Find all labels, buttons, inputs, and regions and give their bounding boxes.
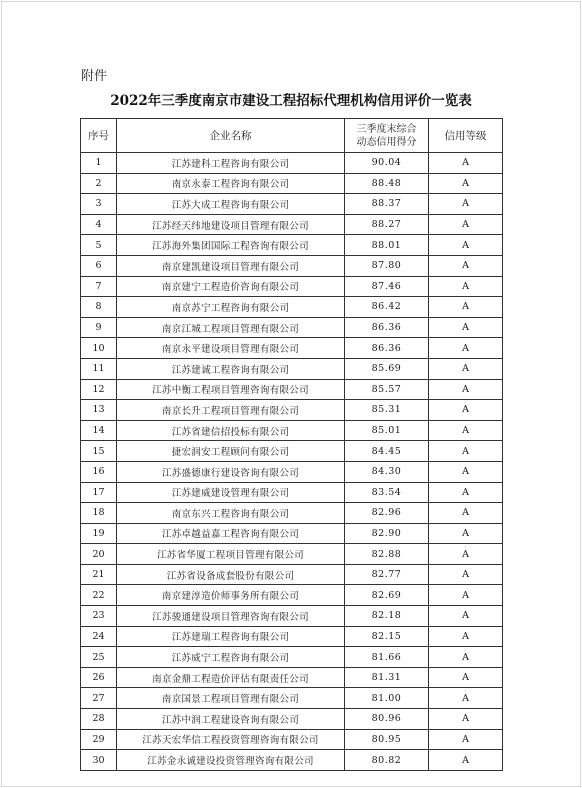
header-no: 序号 [81, 119, 117, 153]
cell-company: 南京建凯建设项目管理有限公司 [117, 255, 345, 276]
cell-company: 南京永平建设项目管理有限公司 [117, 338, 345, 359]
cell-company: 江苏建瑞工程咨询有限公司 [117, 626, 345, 647]
cell-score: 86.42 [345, 297, 429, 318]
cell-no: 11 [81, 358, 117, 379]
table-row [81, 750, 503, 771]
cell-score: 86.36 [345, 317, 429, 338]
attachment-label: 附件 [81, 69, 108, 84]
cell-grade: A [429, 523, 503, 544]
cell-score: 90.04 [345, 153, 429, 174]
header-company: 企业名称 [117, 119, 345, 153]
table-row [81, 729, 503, 750]
cell-score: 85.57 [345, 379, 429, 400]
table-row [81, 647, 503, 668]
cell-score: 82.96 [345, 503, 429, 524]
table-row [81, 688, 503, 709]
cell-no: 12 [81, 379, 117, 400]
cell-no: 29 [81, 729, 117, 750]
cell-no: 6 [81, 255, 117, 276]
document-title: 2022年三季度南京市建设工程招标代理机构信用评价一览表 [110, 93, 472, 109]
cell-company: 南京江城工程项目管理有限公司 [117, 317, 345, 338]
table-row [81, 255, 503, 276]
cell-no: 25 [81, 647, 117, 668]
table-row [81, 379, 503, 400]
cell-company: 南京国景工程项目管理有限公司 [117, 688, 345, 709]
table-row [81, 400, 503, 421]
cell-no: 1 [81, 153, 117, 174]
credit-rating-table [80, 118, 503, 771]
table-row [81, 276, 503, 297]
cell-grade: A [429, 544, 503, 565]
cell-grade: A [429, 255, 503, 276]
cell-company: 南京建宁工程造价咨询有限公司 [117, 276, 345, 297]
cell-no: 23 [81, 606, 117, 627]
cell-company: 江苏经天纬地建设项目管理有限公司 [117, 214, 345, 235]
cell-score: 82.88 [345, 544, 429, 565]
table-row [81, 503, 503, 524]
cell-no: 30 [81, 750, 117, 771]
cell-score: 82.15 [345, 626, 429, 647]
cell-no: 9 [81, 317, 117, 338]
cell-grade: A [429, 358, 503, 379]
cell-grade: A [429, 482, 503, 503]
cell-grade: A [429, 585, 503, 606]
table-row [81, 523, 503, 544]
cell-score: 84.30 [345, 461, 429, 482]
cell-company: 南京苏宁工程咨询有限公司 [117, 297, 345, 318]
table-row [81, 194, 503, 215]
cell-no: 24 [81, 626, 117, 647]
cell-company: 南京长升工程项目管理有限公司 [117, 400, 345, 421]
cell-score: 81.31 [345, 667, 429, 688]
table-row [81, 235, 503, 256]
cell-no: 19 [81, 523, 117, 544]
table-row [81, 297, 503, 318]
table-row [81, 482, 503, 503]
cell-company: 江苏骏通建设项目管理咨询有限公司 [117, 606, 345, 627]
table-row [81, 153, 503, 174]
cell-score: 80.95 [345, 729, 429, 750]
cell-grade: A [429, 194, 503, 215]
cell-no: 8 [81, 297, 117, 318]
cell-company: 江苏省设备成套股份有限公司 [117, 564, 345, 585]
header-score [345, 119, 429, 153]
cell-no: 13 [81, 400, 117, 421]
table-row [81, 626, 503, 647]
cell-no: 2 [81, 173, 117, 194]
cell-grade: A [429, 564, 503, 585]
table-body [81, 153, 503, 771]
table-row [81, 441, 503, 462]
cell-score: 85.01 [345, 420, 429, 441]
cell-no: 27 [81, 688, 117, 709]
cell-grade: A [429, 173, 503, 194]
cell-company: 江苏卓越益嘉工程咨询有限公司 [117, 523, 345, 544]
cell-no: 21 [81, 564, 117, 585]
cell-score: 88.27 [345, 214, 429, 235]
cell-grade: A [429, 276, 503, 297]
cell-grade: A [429, 235, 503, 256]
cell-no: 28 [81, 709, 117, 730]
cell-score: 87.80 [345, 255, 429, 276]
cell-company: 江苏海外集团国际工程咨询有限公司 [117, 235, 345, 256]
cell-grade: A [429, 317, 503, 338]
cell-no: 20 [81, 544, 117, 565]
cell-no: 4 [81, 214, 117, 235]
header-score-line2: 动态信用得分 [356, 136, 417, 148]
cell-grade: A [429, 400, 503, 421]
cell-company: 江苏建威建设管理有限公司 [117, 482, 345, 503]
cell-score: 88.01 [345, 235, 429, 256]
cell-score: 88.37 [345, 194, 429, 215]
cell-grade: A [429, 461, 503, 482]
cell-company: 江苏威宁工程咨询有限公司 [117, 647, 345, 668]
table-row [81, 214, 503, 235]
table-row [81, 338, 503, 359]
cell-grade: A [429, 214, 503, 235]
cell-company: 江苏省建信招投标有限公司 [117, 420, 345, 441]
cell-score: 81.00 [345, 688, 429, 709]
table-row [81, 606, 503, 627]
cell-company: 江苏中润工程建设咨询有限公司 [117, 709, 345, 730]
cell-grade: A [429, 750, 503, 771]
table-row [81, 358, 503, 379]
cell-grade: A [429, 153, 503, 174]
cell-grade: A [429, 729, 503, 750]
cell-score: 80.82 [345, 750, 429, 771]
cell-score: 85.69 [345, 358, 429, 379]
cell-company: 江苏省华厦工程项目管理有限公司 [117, 544, 345, 565]
cell-company: 南京金鼎工程造价评估有限责任公司 [117, 667, 345, 688]
header-score-line1: 三季度末综合 [356, 123, 417, 135]
table-row [81, 461, 503, 482]
cell-company: 南京永泰工程咨询有限公司 [117, 173, 345, 194]
cell-grade: A [429, 420, 503, 441]
cell-grade: A [429, 606, 503, 627]
cell-company: 江苏天宏华信工程投资管理咨询有限公司 [117, 729, 345, 750]
table-row [81, 709, 503, 730]
cell-no: 3 [81, 194, 117, 215]
cell-company: 捷宏润安工程顾问有限公司 [117, 441, 345, 462]
cell-no: 16 [81, 461, 117, 482]
table-header-row [81, 119, 503, 153]
cell-score: 82.18 [345, 606, 429, 627]
cell-score: 82.77 [345, 564, 429, 585]
cell-no: 5 [81, 235, 117, 256]
cell-score: 80.96 [345, 709, 429, 730]
cell-company: 江苏中衡工程项目管理咨询有限公司 [117, 379, 345, 400]
cell-company: 江苏建科工程咨询有限公司 [117, 153, 345, 174]
cell-score: 84.45 [345, 441, 429, 462]
cell-no: 22 [81, 585, 117, 606]
table-row [81, 173, 503, 194]
cell-score: 83.54 [345, 482, 429, 503]
table-row [81, 667, 503, 688]
cell-grade: A [429, 338, 503, 359]
table-row [81, 564, 503, 585]
cell-score: 81.66 [345, 647, 429, 668]
cell-grade: A [429, 647, 503, 668]
cell-company: 南京建淳造价师事务所有限公司 [117, 585, 345, 606]
cell-no: 26 [81, 667, 117, 688]
cell-score: 88.48 [345, 173, 429, 194]
cell-company: 江苏大成工程咨询有限公司 [117, 194, 345, 215]
cell-company: 江苏建诚工程咨询有限公司 [117, 358, 345, 379]
cell-no: 7 [81, 276, 117, 297]
table-row [81, 585, 503, 606]
cell-no: 18 [81, 503, 117, 524]
cell-company: 江苏金永诚建设投资管理咨询有限公司 [117, 750, 345, 771]
cell-grade: A [429, 709, 503, 730]
cell-no: 10 [81, 338, 117, 359]
cell-grade: A [429, 667, 503, 688]
cell-grade: A [429, 688, 503, 709]
cell-score: 87.46 [345, 276, 429, 297]
cell-score: 82.90 [345, 523, 429, 544]
header-grade: 信用等级 [429, 119, 503, 153]
cell-grade: A [429, 503, 503, 524]
table-row [81, 420, 503, 441]
cell-no: 14 [81, 420, 117, 441]
cell-score: 82.69 [345, 585, 429, 606]
table-row [81, 544, 503, 565]
cell-company: 南京东兴工程咨询有限公司 [117, 503, 345, 524]
cell-company: 江苏盛德康行建设咨询有限公司 [117, 461, 345, 482]
cell-grade: A [429, 626, 503, 647]
table-row [81, 317, 503, 338]
cell-score: 85.31 [345, 400, 429, 421]
cell-no: 17 [81, 482, 117, 503]
cell-grade: A [429, 379, 503, 400]
cell-score: 86.36 [345, 338, 429, 359]
cell-no: 15 [81, 441, 117, 462]
cell-grade: A [429, 441, 503, 462]
cell-grade: A [429, 297, 503, 318]
